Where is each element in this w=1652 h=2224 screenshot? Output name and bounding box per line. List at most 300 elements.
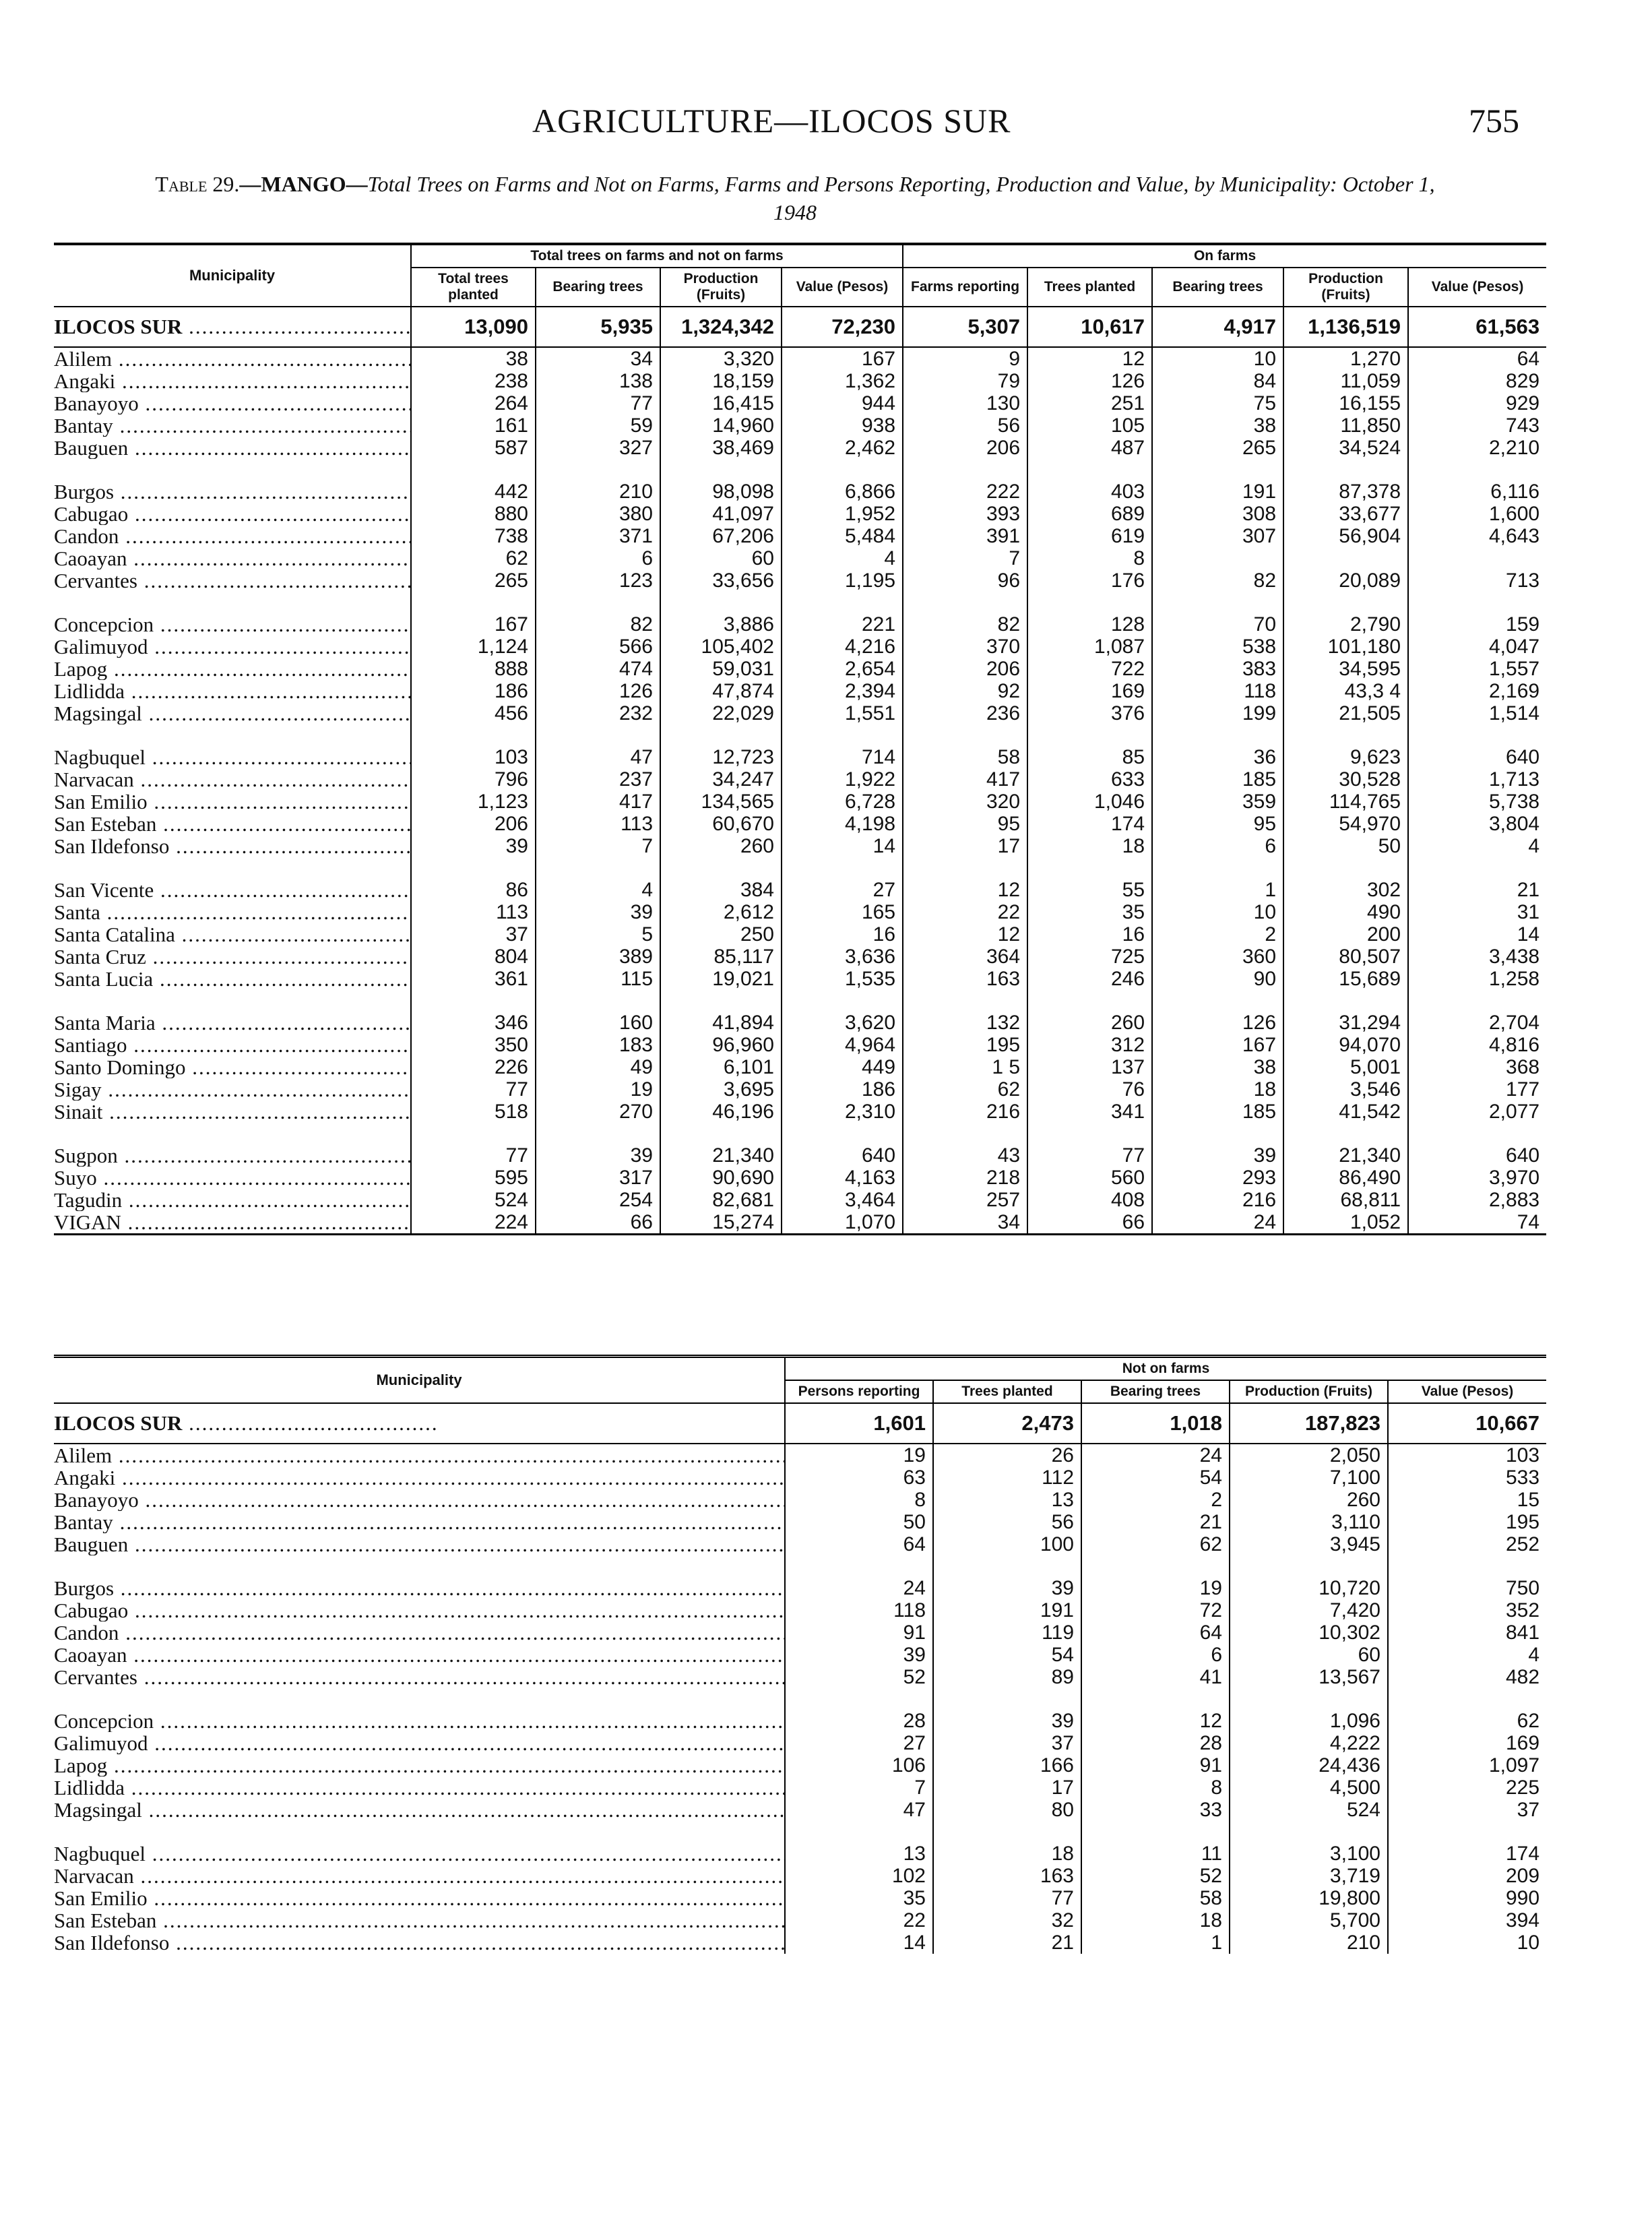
cell-value: 163	[933, 1865, 1081, 1887]
municipality-name: Angaki .....	[54, 370, 411, 392]
cell-value: 393	[903, 503, 1027, 525]
cell-value: 750	[1505, 1577, 1540, 1599]
cell-value: 12	[1081, 1710, 1230, 1732]
cell-value: 17	[903, 835, 1027, 857]
cell-value: 18	[1027, 835, 1152, 857]
municipality-name: Angaki .....	[54, 1466, 785, 1489]
column-header: Persons reporting	[785, 1380, 933, 1403]
cell-value: 77	[536, 392, 660, 414]
cell-value: 725	[1027, 946, 1152, 968]
municipality-name: Cervantes .....	[54, 1666, 785, 1688]
cell-value: 238	[411, 370, 536, 392]
page-header	[0, 101, 1652, 155]
municipality-name: Galimuyod .....	[54, 1732, 785, 1754]
municipality-name: Santiago .....	[54, 1034, 411, 1056]
cell-value: 2,654	[782, 658, 903, 680]
row-spacer	[54, 1555, 1546, 1577]
caption-text: Total Trees on Farms and Not on Farms, Farms and Persons Reporting, Production and Value, by Municipality: October 1, 1948	[367, 172, 1435, 224]
municipality-name: Concepcion .....	[54, 613, 411, 636]
cell-value: 80	[933, 1799, 1081, 1821]
cell-value: 67,206	[660, 525, 782, 547]
cell-value: 15,689	[1283, 968, 1408, 990]
cell-value: 3,970	[1489, 1167, 1540, 1189]
group-header-on-farms: On farms	[903, 244, 1546, 268]
cell-value: 1,123	[411, 791, 536, 813]
cell-value: 161	[411, 414, 536, 437]
table-row	[54, 1167, 1546, 1189]
cell-value: 21	[933, 1932, 1081, 1954]
cell-value: 738	[411, 525, 536, 547]
municipality-name: Santo Domingo .....	[54, 1056, 411, 1078]
cell-value: 10	[1517, 1932, 1540, 1954]
municipality-name: San Ildefonso .....	[54, 1932, 785, 1954]
cell-value: 4,964	[782, 1034, 903, 1056]
cell-value: 38	[411, 347, 536, 370]
cell-value: 58	[1081, 1887, 1230, 1909]
table-row	[54, 1621, 1546, 1644]
municipality-name: Lidlidda .....	[54, 680, 411, 702]
cell-value	[1152, 547, 1283, 569]
cell-value: 60	[660, 547, 782, 569]
cell-value: 113	[536, 813, 660, 835]
cell-value: 186	[411, 680, 536, 702]
cell-value: 6,116	[1490, 481, 1540, 503]
column-header: Bearing trees	[1081, 1380, 1230, 1403]
cell-value: 54,970	[1283, 813, 1408, 835]
cell-value: 34,524	[1283, 437, 1408, 459]
cell-value: 640	[1506, 746, 1540, 768]
cell-value: 307	[1152, 525, 1283, 547]
cell-value: 232	[536, 702, 660, 724]
cell-value: 28	[785, 1710, 933, 1732]
cell-value: 128	[1027, 613, 1152, 636]
cell-value: 174	[1027, 813, 1152, 835]
cell-value: 163	[903, 968, 1027, 990]
cell-value: 60,670	[660, 813, 782, 835]
cell-value: 80,507	[1283, 946, 1408, 968]
cell-value: 13	[785, 1843, 933, 1865]
cell-value: 360	[1152, 946, 1283, 968]
table-row	[54, 1732, 1546, 1754]
cell-value: 118	[1152, 680, 1283, 702]
cell-value: 126	[536, 680, 660, 702]
cell-value: 2,310	[782, 1101, 903, 1123]
cell-value: 167	[411, 613, 536, 636]
municipality-name: Burgos .....	[54, 481, 411, 503]
municipality-name: San Ildefonso .....	[54, 835, 411, 857]
cell-value: 2,462	[782, 437, 903, 459]
cell-value: 633	[1027, 768, 1152, 791]
cell-value: 167	[1152, 1034, 1283, 1056]
cell-value: 888	[411, 658, 536, 680]
cell-value: 3,804	[1489, 813, 1540, 835]
cell-value: 16	[1027, 923, 1152, 946]
cell-value: 4	[1528, 1644, 1540, 1666]
cell-value: 32	[933, 1909, 1081, 1932]
cell-value: 49	[536, 1056, 660, 1078]
cell-value: 11,850	[1283, 414, 1408, 437]
cell-value: 370	[903, 636, 1027, 658]
cell-value: 174	[1505, 1843, 1540, 1865]
cell-value: 364	[903, 946, 1027, 968]
cell-value: 64	[1081, 1621, 1230, 1644]
cell-value: 1,046	[1027, 791, 1152, 813]
cell-value: 50	[1283, 835, 1408, 857]
cell-value: 61,563	[1408, 307, 1546, 347]
row-spacer	[54, 1123, 1546, 1144]
cell-value: 713	[1506, 569, 1540, 592]
cell-value: 442	[411, 481, 536, 503]
table-row	[54, 1710, 1546, 1732]
cell-value: 82	[536, 613, 660, 636]
row-spacer	[54, 592, 1546, 613]
cell-value: 566	[536, 636, 660, 658]
cell-value: 183	[536, 1034, 660, 1056]
cell-value: 169	[1505, 1732, 1540, 1754]
cell-value: 18	[1152, 1078, 1283, 1101]
cell-value: 5,307	[903, 307, 1027, 347]
table-row	[54, 768, 1546, 791]
cell-value: 195	[903, 1034, 1027, 1056]
cell-value: 87,378	[1283, 481, 1408, 503]
cell-value: 1,713	[1489, 768, 1540, 791]
cell-value: 1,557	[1489, 658, 1540, 680]
municipality-header: Municipality	[54, 1357, 785, 1404]
cell-value: 16	[782, 923, 903, 946]
cell-value: 159	[1506, 613, 1540, 636]
cell-value: 4,816	[1489, 1034, 1540, 1056]
cell-value: 384	[660, 879, 782, 901]
municipality-name: Candon .....	[54, 525, 411, 547]
table-row	[54, 702, 1546, 724]
cell-value: 64	[1517, 348, 1540, 370]
cell-value: 41,097	[660, 503, 782, 525]
table-row	[54, 1189, 1546, 1211]
cell-value: 31,294	[1283, 1012, 1408, 1034]
cell-value: 75	[1152, 392, 1283, 414]
cell-value: 54	[933, 1644, 1081, 1666]
table-row	[54, 1144, 1546, 1167]
cell-value: 13,567	[1230, 1666, 1388, 1688]
column-header: Bearing trees	[536, 268, 660, 307]
cell-value: 21,340	[660, 1144, 782, 1167]
cell-value: 1,324,342	[660, 307, 782, 347]
cell-value: 251	[1027, 392, 1152, 414]
cell-value: 990	[1505, 1887, 1540, 1909]
cell-value: 1,124	[411, 636, 536, 658]
table-row	[54, 1489, 1546, 1511]
running-title: AGRICULTURE—ILOCOS SUR	[532, 102, 1011, 140]
cell-value: 82,681	[660, 1189, 782, 1211]
cell-value: 640	[782, 1144, 903, 1167]
municipality-name: Burgos .....	[54, 1577, 785, 1599]
municipality-name: Concepcion .....	[54, 1710, 785, 1732]
cell-value: 64	[785, 1533, 933, 1555]
cell-value: 619	[1027, 525, 1152, 547]
cell-value: 24	[1081, 1444, 1230, 1466]
cell-value: 350	[411, 1034, 536, 1056]
cell-value: 8	[1027, 547, 1152, 569]
cell-value: 3,464	[782, 1189, 903, 1211]
cell-value: 43,3 4	[1283, 680, 1408, 702]
cell-value: 640	[1506, 1144, 1540, 1167]
cell-value: 2,394	[782, 680, 903, 702]
cell-value: 2,473	[933, 1403, 1081, 1444]
cell-value: 16,415	[660, 392, 782, 414]
table-row	[54, 1887, 1546, 1909]
municipality-name: Cervantes .....	[54, 569, 411, 592]
row-spacer	[54, 459, 1546, 481]
cell-value: 265	[1152, 437, 1283, 459]
cell-value: 260	[1230, 1489, 1388, 1511]
table-row	[54, 569, 1546, 592]
cell-value: 320	[903, 791, 1027, 813]
table-row	[54, 901, 1546, 923]
row-spacer	[54, 724, 1546, 746]
table-row	[54, 370, 1546, 392]
cell-value: 293	[1152, 1167, 1283, 1189]
cell-value: 33,677	[1283, 503, 1408, 525]
municipality-name: Sinait .....	[54, 1101, 411, 1123]
cell-value: 376	[1027, 702, 1152, 724]
cell-value: 130	[903, 392, 1027, 414]
cell-value: 96,960	[660, 1034, 782, 1056]
cell-value: 929	[1506, 392, 1540, 414]
cell-value: 352	[1505, 1599, 1540, 1621]
municipality-name: Santa Lucia .....	[54, 968, 411, 990]
cell-value: 9	[903, 347, 1027, 370]
cell-value: 1,362	[782, 370, 903, 392]
cell-value: 595	[411, 1167, 536, 1189]
cell-value: 841	[1505, 1621, 1540, 1644]
municipality-name: Caoayan .....	[54, 547, 411, 569]
cell-value: 17	[933, 1777, 1081, 1799]
cell-value: 10	[1152, 901, 1283, 923]
cell-value: 2,704	[1489, 1012, 1540, 1034]
cell-value: 102	[785, 1865, 933, 1887]
cell-value: 6,866	[782, 481, 903, 503]
cell-value: 518	[411, 1101, 536, 1123]
table-row	[54, 1843, 1546, 1865]
cell-value: 474	[536, 658, 660, 680]
cell-value: 34	[536, 347, 660, 370]
cell-value: 118	[785, 1599, 933, 1621]
cell-value: 39	[536, 901, 660, 923]
column-header: Value (Pesos)	[782, 268, 903, 307]
municipality-name: Magsingal .....	[54, 702, 411, 724]
cell-value: 222	[903, 481, 1027, 503]
cell-value: 260	[660, 835, 782, 857]
cell-value: 3,620	[782, 1012, 903, 1034]
municipality-name: Banayoyo .....	[54, 392, 411, 414]
row-spacer	[54, 1821, 1546, 1843]
cell-value: 1,952	[782, 503, 903, 525]
cell-value: 1 5	[903, 1056, 1027, 1078]
cell-value: 39	[411, 835, 536, 857]
cell-value: 829	[1506, 370, 1540, 392]
cell-value	[1283, 547, 1408, 569]
cell-value: 317	[536, 1167, 660, 1189]
cell-value: 19	[785, 1444, 933, 1466]
column-header: Value (Pesos)	[1388, 1380, 1546, 1403]
cell-value: 15,274	[660, 1211, 782, 1235]
cell-value: 1,270	[1283, 347, 1408, 370]
cell-value: 3,695	[660, 1078, 782, 1101]
cell-value: 743	[1506, 414, 1540, 437]
cell-value: 18,159	[660, 370, 782, 392]
cell-value: 82	[1152, 569, 1283, 592]
cell-value: 6,728	[782, 791, 903, 813]
municipality-name: Banayoyo .....	[54, 1489, 785, 1511]
cell-value: 4	[782, 547, 903, 569]
table-row	[54, 1599, 1546, 1621]
table-row	[54, 835, 1546, 857]
cell-value: 327	[536, 437, 660, 459]
cell-value: 221	[782, 613, 903, 636]
cell-value: 186	[782, 1078, 903, 1101]
cell-value: 199	[1152, 702, 1283, 724]
cell-value: 3,636	[782, 946, 903, 968]
cell-value: 1,136,519	[1283, 307, 1408, 347]
cell-value: 24	[785, 1577, 933, 1599]
caption-main: —MANGO—	[239, 172, 368, 196]
cell-value: 12	[903, 923, 1027, 946]
cell-value: 1,535	[782, 968, 903, 990]
cell-value: 47	[785, 1799, 933, 1821]
table-row	[54, 613, 1546, 636]
cell-value: 103	[411, 746, 536, 768]
cell-value: 18	[1081, 1909, 1230, 1932]
cell-value: 1,258	[1489, 968, 1540, 990]
municipality-name: Bantay .....	[54, 1511, 785, 1533]
cell-value: 105,402	[660, 636, 782, 658]
cell-value: 59	[536, 414, 660, 437]
cell-value: 4,500	[1230, 1777, 1388, 1799]
municipality-name: San Esteban .....	[54, 1909, 785, 1932]
cell-value: 22	[785, 1909, 933, 1932]
cell-value: 54	[1081, 1466, 1230, 1489]
cell-value: 3,438	[1489, 946, 1540, 968]
cell-value: 37	[933, 1732, 1081, 1754]
cell-value: 126	[1152, 1012, 1283, 1034]
cell-value: 6	[536, 547, 660, 569]
municipality-name: Narvacan .....	[54, 768, 411, 791]
cell-value: 31	[1517, 901, 1540, 923]
cell-value: 103	[1505, 1444, 1540, 1466]
cell-value: 7	[785, 1777, 933, 1799]
cell-value: 3,886	[660, 613, 782, 636]
cell-value: 59,031	[660, 658, 782, 680]
cell-value: 33,656	[660, 569, 782, 592]
cell-value: 66	[536, 1211, 660, 1235]
cell-value: 34,247	[660, 768, 782, 791]
cell-value: 38	[1152, 1056, 1283, 1078]
cell-value: 39	[1152, 1144, 1283, 1167]
cell-value: 21	[1081, 1511, 1230, 1533]
cell-value: 391	[903, 525, 1027, 547]
cell-value: 6,101	[660, 1056, 782, 1078]
cell-value: 383	[1152, 658, 1283, 680]
table-row	[54, 525, 1546, 547]
cell-value: 56,904	[1283, 525, 1408, 547]
cell-value: 449	[782, 1056, 903, 1078]
cell-value: 14	[782, 835, 903, 857]
cell-value: 62	[411, 547, 536, 569]
cell-value: 2,790	[1283, 613, 1408, 636]
table-row	[54, 1754, 1546, 1777]
cell-value: 95	[903, 813, 1027, 835]
cell-value: 79	[903, 370, 1027, 392]
table-row	[54, 1644, 1546, 1666]
cell-value: 389	[536, 946, 660, 968]
cell-value: 160	[536, 1012, 660, 1034]
cell-value: 62	[903, 1078, 1027, 1101]
municipality-name: Santa Catalina .....	[54, 923, 411, 946]
cell-value: 12	[903, 879, 1027, 901]
municipality-name: Santa .....	[54, 901, 411, 923]
cell-value: 76	[1027, 1078, 1152, 1101]
table-row	[54, 1444, 1546, 1466]
municipality-name: ILOCOS SUR .....	[54, 1403, 785, 1444]
column-header: Value (Pesos)	[1408, 268, 1546, 307]
municipality-name: Cabugao .....	[54, 1599, 785, 1621]
cell-value: 86,490	[1283, 1167, 1408, 1189]
table-row	[54, 1799, 1546, 1821]
cell-value: 35	[785, 1887, 933, 1909]
municipality-name: VIGAN .....	[54, 1211, 411, 1235]
cell-value: 226	[411, 1056, 536, 1078]
cell-value: 18	[933, 1843, 1081, 1865]
cell-value: 165	[782, 901, 903, 923]
cell-value	[1408, 547, 1546, 569]
cell-value: 371	[536, 525, 660, 547]
cell-value: 1	[1152, 879, 1283, 901]
cell-value: 254	[536, 1189, 660, 1211]
cell-value: 270	[536, 1101, 660, 1123]
cell-value: 3,719	[1230, 1865, 1388, 1887]
cell-value: 37	[411, 923, 536, 946]
cell-value: 34,595	[1283, 658, 1408, 680]
cell-value: 56	[933, 1511, 1081, 1533]
cell-value: 490	[1283, 901, 1408, 923]
cell-value: 62	[1081, 1533, 1230, 1555]
row-spacer	[54, 990, 1546, 1012]
cell-value: 4	[1528, 835, 1540, 857]
municipality-name: San Esteban .....	[54, 813, 411, 835]
cell-value: 341	[1027, 1101, 1152, 1123]
cell-value: 115	[536, 968, 660, 990]
cell-value: 1,601	[785, 1403, 933, 1444]
cell-value: 77	[411, 1078, 536, 1101]
cell-value: 796	[411, 768, 536, 791]
municipality-name: Lidlidda .....	[54, 1777, 785, 1799]
group-header-total: Total trees on farms and not on farms	[411, 244, 903, 268]
table-row	[54, 1211, 1546, 1235]
cell-value: 487	[1027, 437, 1152, 459]
cell-value: 167	[782, 347, 903, 370]
cell-value: 85,117	[660, 946, 782, 968]
cell-value: 3,320	[660, 347, 782, 370]
cell-value: 9,623	[1283, 746, 1408, 768]
cell-value: 50	[785, 1511, 933, 1533]
cell-value: 1,018	[1081, 1403, 1230, 1444]
cell-value: 27	[782, 879, 903, 901]
cell-value: 2,077	[1489, 1101, 1540, 1123]
cell-value: 216	[903, 1101, 1027, 1123]
cell-value: 10,617	[1027, 307, 1152, 347]
cell-value: 1,551	[782, 702, 903, 724]
municipality-name: Nagbuquel .....	[54, 746, 411, 768]
